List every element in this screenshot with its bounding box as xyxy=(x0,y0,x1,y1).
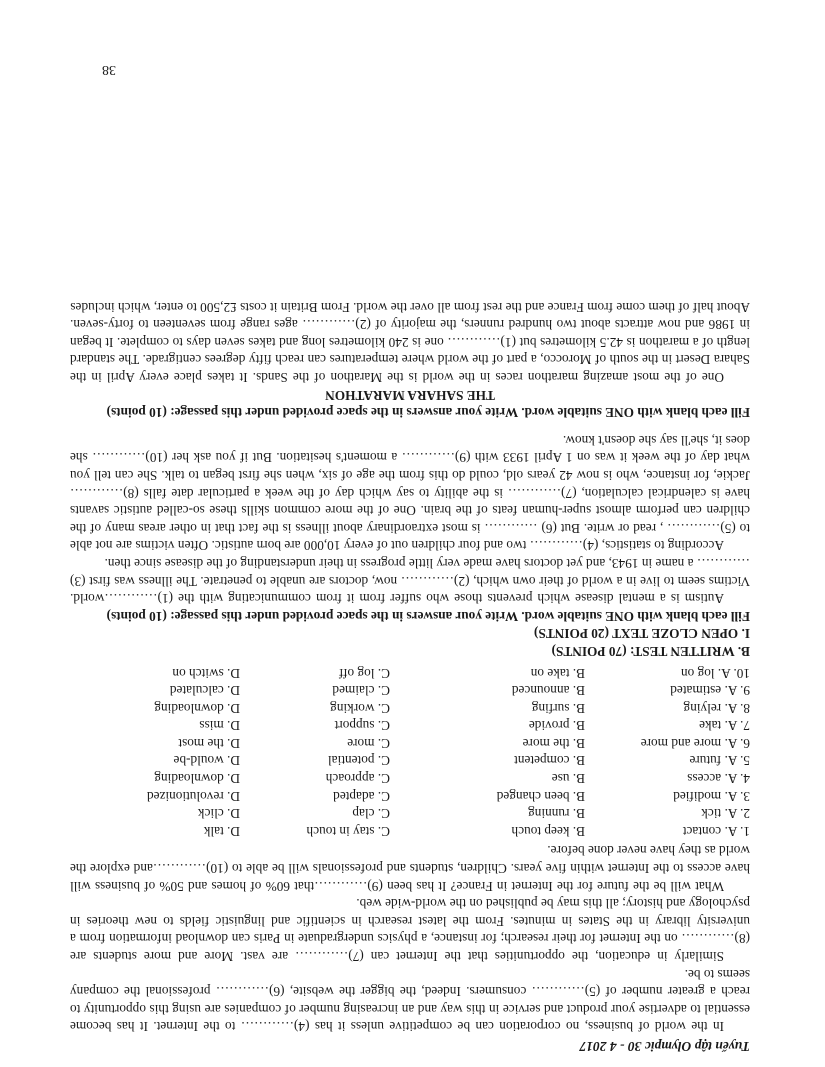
option-choice: C. approach xyxy=(325,771,390,787)
option-row xyxy=(70,664,750,682)
option-choice: C. adapted xyxy=(333,788,390,804)
option-row xyxy=(70,787,750,805)
paragraph: Similarly in education, the opportunities that the Internet can (7)………… are vast. More and more students are (8)………… on the Internet for their research; for instance, a physics undergraduate in Paris can download information from a university library in the States in minutes. From the latest research in scientific and linguistic fields to new theories in psychology and history; all this may be published on the world-wide web. xyxy=(70,896,750,965)
option-choice: C. log off xyxy=(338,665,390,681)
option-choice: D. revolutionized xyxy=(146,788,240,804)
option-choice: D. click xyxy=(197,806,240,822)
option-choice: C. stay in touch xyxy=(306,823,390,839)
paragraph: One of the most amazing marathon races in the world is the Marathon of the Sands. It takes place every April in the Sahara Desert in the south of Morocco, a part of the world where temperatures can reach fifty degrees centigrade. The standard length of a marathon is 42.5 kilometres but (1)………… one is 240 kilometres long and takes seven days to complete. It began in 1986 and now attracts about two hundred runners, the majority of (2)………… ages range from seventeen to forty-seven. About half of them come from France and the rest from all over the world. From Britain it costs £2,500 to enter, which includes xyxy=(70,299,750,386)
option-choice: D. talk xyxy=(203,823,240,839)
option-choice: D. downloading xyxy=(154,771,240,787)
option-choice: B. surfing xyxy=(531,700,585,716)
option-choice: C. potential xyxy=(327,753,390,769)
option-choice: B. competent xyxy=(514,753,585,769)
option-choice: C. clap xyxy=(352,806,390,822)
option-choice: B. take on xyxy=(530,665,585,681)
option-choice: 6. A. more and more xyxy=(640,735,750,751)
option-choice: B. running xyxy=(528,806,585,822)
option-row xyxy=(70,734,750,752)
passage-sahara xyxy=(70,298,750,386)
option-choice: C. support xyxy=(334,718,390,734)
option-choice: D. calculated xyxy=(169,683,240,699)
open-cloze-heading: I. OPEN CLOZE TEXT (20 POINTS) xyxy=(534,626,750,642)
section-b-heading: B. WRITTEN TEST: (70 POINTS) xyxy=(551,643,750,659)
option-choice: D. miss xyxy=(199,718,240,734)
option-choice: D. switch on xyxy=(172,665,240,681)
option-choice: C. claimed xyxy=(332,683,390,699)
option-row xyxy=(70,699,750,717)
option-choice: B. the more xyxy=(522,735,585,751)
option-choice: 2. A. tick xyxy=(701,806,750,822)
option-choice: 8. A. relying xyxy=(683,700,750,716)
option-row xyxy=(70,717,750,735)
option-choice: B. been changed xyxy=(496,788,585,804)
option-choice: D. downloading xyxy=(154,700,240,716)
option-row xyxy=(70,682,750,700)
option-choice: 3. A. modified xyxy=(673,788,750,804)
page-header: Tuyển tập Olympic 30 - 4 2017 xyxy=(579,1039,750,1054)
option-choice: 9. A. estimated xyxy=(670,683,750,699)
option-row xyxy=(70,805,750,823)
option-choice: B. provide xyxy=(528,718,585,734)
option-row xyxy=(70,822,750,840)
option-choice: C. working xyxy=(330,700,390,716)
option-row xyxy=(70,752,750,770)
page-content xyxy=(70,298,750,1055)
instruction-1: Fill each blank with ONE suitable word. Write your answers in the space provided under this passage: (10 points) xyxy=(106,608,750,624)
answer-options-table xyxy=(70,664,750,840)
option-choice: D. would-be xyxy=(173,753,240,769)
paragraph: In the world of business, no corporation can be competitive unless it has (4)………… to the Internet. It has become essential to advertise your product and service in this way and an increasing number of companies are using this opportunity to reach a greater number of (5)………… consumers. Indeed, the bigger the website, (6)………… professional the company seems to be. xyxy=(70,966,750,1035)
option-choice: 10. A. log on xyxy=(680,665,750,681)
option-choice: 5. A. future xyxy=(689,753,750,769)
paragraph: What will be the future for the Internet in France? It has been (9)…………that 60% of homes and 50% of business will have access to the Internet within five years. Children, students and professionals will be able to (10)…………and explore the world as they have never done before. xyxy=(70,843,750,894)
option-choice: B. keep touch xyxy=(511,823,585,839)
option-choice: C. more xyxy=(347,735,390,751)
instruction-2: Fill each blank with ONE suitable word. Write your answers in the space provided under this passage: (10 points) xyxy=(106,405,750,421)
passage-autism xyxy=(70,431,750,607)
option-choice: 4. A. access xyxy=(687,771,750,787)
option-choice: D. the most xyxy=(178,735,240,751)
passage-internet xyxy=(70,842,750,1036)
page-number: 38 xyxy=(102,62,116,77)
paragraph: Autism is a mental disease which prevents those who suffer from it from communicating with the (1)…………world. Victims seem to live in a world of their own which, (2)………… now, doctors are unable to penetrate. The illness was first (3) ………… a name in 1943, and yet doctors have made very little progress in their understanding of the disease since then. xyxy=(70,555,750,607)
option-choice: 7. A. take xyxy=(699,718,750,734)
option-row xyxy=(70,770,750,788)
option-choice: 1. A. contact xyxy=(682,823,750,839)
option-choice: B. use xyxy=(551,771,585,787)
passage-title: THE SAHARA MARATHON xyxy=(325,387,495,403)
paragraph: According to statistics, (4)………… two and four children out of every 10,000 are born autistic. Often victims are not able to (5)………… , read or write. But (6) ………… is most extraordinary about illness is the fact that in other areas many of the children can perform almost super-human feats of the brain. One of the more common skills these so-called autistic savants have is calendrical calculation, (7)………… is the ability to say which day of the week a particular date falls (8)………… Jackie, for instance, who is now 42 years old, could do this from the age of six, when she first began to talk. She can tell you what day of the week it was on 1 April 1933 with (9)………… a moment's hesitation. But if you ask her (10)………… she does it, she'll say she doesn't know. xyxy=(70,432,750,554)
option-choice: B. announced xyxy=(511,683,585,699)
